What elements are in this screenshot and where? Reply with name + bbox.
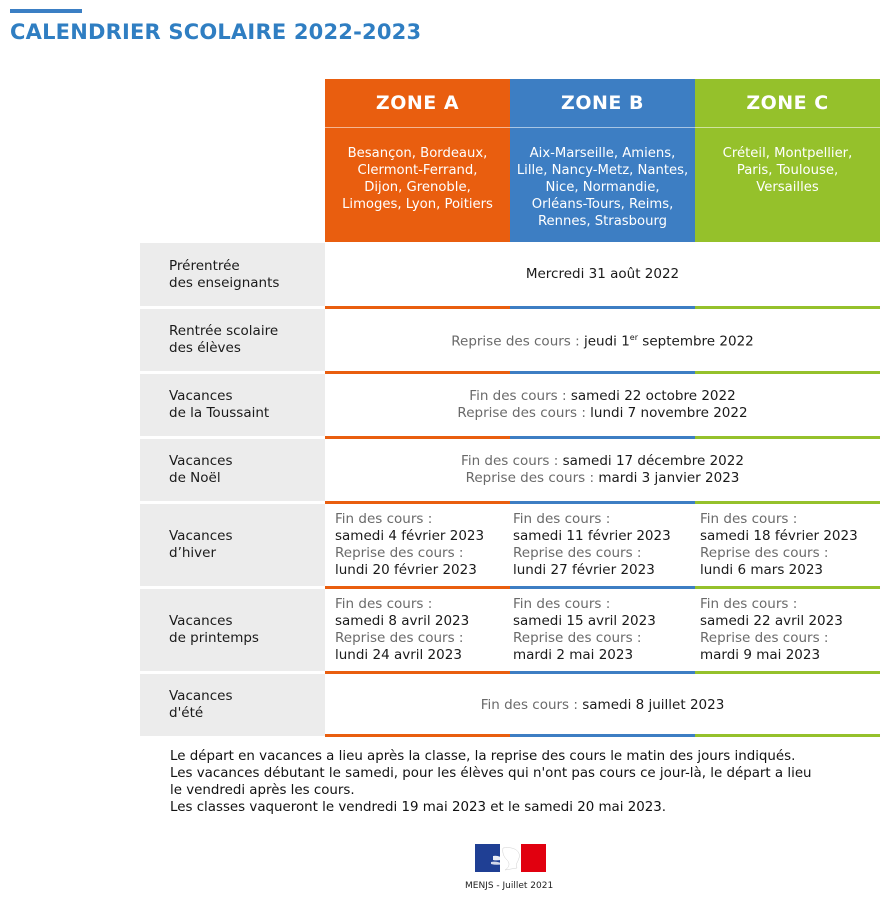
divider-zone-a	[325, 586, 510, 589]
row-label-printemps: Vacances de printemps	[140, 589, 325, 671]
row-label-toussaint: Vacances de la Toussaint	[140, 374, 325, 436]
page-title: CALENDRIER SCOLAIRE 2022-2023	[10, 20, 422, 44]
divider-zone-c	[695, 734, 880, 737]
row-content-prerentree: Mercredi 31 août 2022	[525, 266, 680, 282]
printemps-zone-b: Fin des cours : samedi 15 avril 2023 Reprise des cours : mardi 2 mai 2023	[513, 596, 656, 663]
zone-a-cities: Besançon, Bordeaux, Clermont-Ferrand, Dijon, Grenoble, Limoges, Lyon, Poitiers	[325, 127, 510, 242]
row-content-rentree: Reprise des cours : jeudi 1er septembre 2022	[451, 333, 754, 350]
zone-c-cities: Créteil, Montpellier, Paris, Toulouse, Versailles	[695, 127, 880, 242]
divider-zone-a	[325, 734, 510, 737]
hiver-zone-a: Fin des cours : samedi 4 février 2023 Reprise des cours : lundi 20 février 2023	[335, 511, 485, 578]
hiver-zone-c: Fin des cours : samedi 18 février 2023 Reprise des cours : lundi 6 mars 2023	[700, 511, 858, 578]
divider-zone-b	[510, 734, 695, 737]
marianne-logo-icon	[475, 844, 546, 872]
footnotes	[170, 748, 812, 816]
divider-zone-c	[695, 586, 880, 589]
printemps-zone-a: Fin des cours : samedi 8 avril 2023 Reprise des cours : lundi 24 avril 2023	[335, 596, 470, 663]
row-label-hiver: Vacances d’hiver	[140, 504, 325, 586]
title-accent-bar	[10, 9, 82, 13]
row-content-noel: Fin des cours : samedi 17 décembre 2022 Reprise des cours : mardi 3 janvier 2023	[461, 453, 744, 486]
divider-zone-c	[695, 501, 880, 504]
printemps-zone-c: Fin des cours : samedi 22 avril 2023 Reprise des cours : mardi 9 mai 2023	[700, 596, 843, 663]
divider-zone-b	[510, 501, 695, 504]
footnote-line: Les classes vaqueront le vendredi 19 mai 2023 et le samedi 20 mai 2023.	[170, 800, 667, 815]
row-content-ete: Fin des cours : samedi 8 juillet 2023	[480, 696, 725, 713]
row-content-toussaint: Fin des cours : samedi 22 octobre 2022 Reprise des cours : lundi 7 novembre 2022	[457, 388, 748, 421]
footnote-line: le vendredi après les cours.	[170, 783, 355, 798]
row-label-rentree: Rentrée scolaire des élèves	[140, 309, 325, 371]
zone-c-header: ZONE C	[695, 79, 880, 127]
hiver-zone-b: Fin des cours : samedi 11 février 2023 Reprise des cours : lundi 27 février 2023	[513, 511, 671, 578]
row-label-prerentree: Prérentrée des enseignants	[140, 243, 325, 306]
row-label-ete: Vacances d'été	[140, 674, 325, 736]
divider-zone-b	[510, 586, 695, 589]
divider-zone-a	[325, 501, 510, 504]
footnote-line: Les vacances débutant le samedi, pour les élèves qui n'ont pas cours ce jour-là, le départ a lieu	[170, 766, 812, 781]
zone-b-header: ZONE B	[510, 79, 695, 127]
footer-credit: MENJS - Juillet 2021	[465, 881, 554, 891]
zone-b-cities: Aix-Marseille, Amiens, Lille, Nancy-Metz, Nantes, Nice, Normandie, Orléans-Tours, Reims, Rennes, Strasbourg	[510, 127, 695, 242]
row-label-noel: Vacances de Noël	[140, 439, 325, 501]
zone-a-header: ZONE A	[325, 79, 510, 127]
footnote-line: Le départ en vacances a lieu après la classe, la reprise des cours le matin des jours indiqués.	[170, 749, 796, 764]
